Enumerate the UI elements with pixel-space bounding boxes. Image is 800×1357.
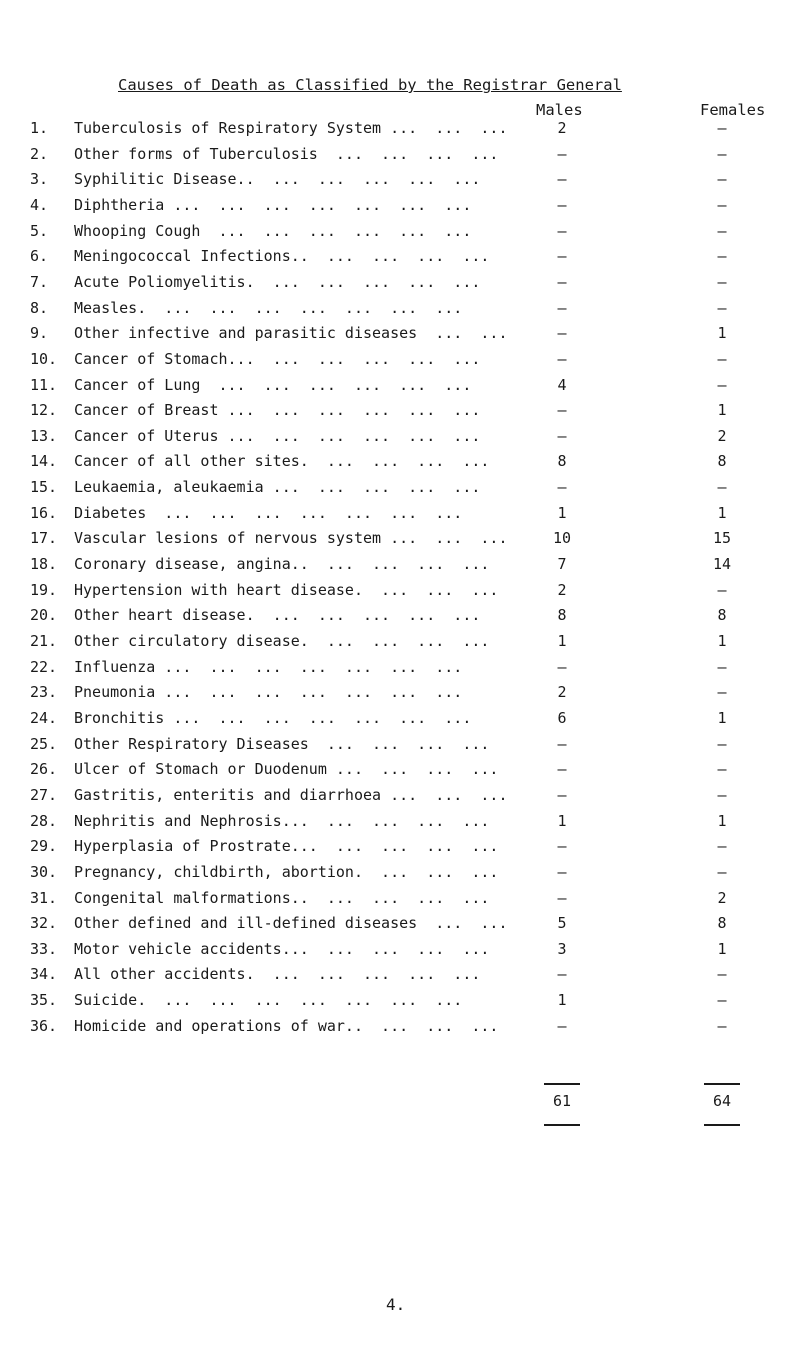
- row-number: 14.: [30, 452, 58, 471]
- row-males-count: 1: [557, 503, 567, 522]
- row-females-count: 1: [717, 401, 727, 420]
- row-males-count: 1: [557, 632, 567, 650]
- row-females-count: –: [717, 580, 727, 599]
- row-number: 2.: [30, 144, 49, 163]
- row-cause: Influenza ... ... ... ... ... ... ...: [74, 657, 463, 676]
- row-cause: Motor vehicle accidents... ... ... ... ...: [74, 939, 490, 958]
- row-cause: Measles. ... ... ... ... ... ... ...: [74, 298, 463, 317]
- row-number: 26.: [30, 760, 58, 779]
- table-row: [0, 808, 800, 834]
- table-row: [0, 654, 800, 680]
- row-cause: Congenital malformations.. ... ... ... ...: [74, 888, 490, 907]
- table-row: [0, 218, 800, 244]
- row-cause: Hypertension with heart disease. ... ... ...: [74, 580, 499, 599]
- row-number: 11.: [30, 375, 58, 394]
- table-row: [0, 910, 800, 936]
- row-males-count: 8: [557, 606, 567, 625]
- row-females-count: 1: [717, 939, 727, 958]
- row-males-count: –: [557, 221, 567, 240]
- row-females-count: –: [717, 375, 727, 394]
- row-males-count: –: [557, 170, 567, 189]
- row-cause: Other infective and parasitic diseases ... ...: [74, 324, 508, 343]
- row-males-count: –: [557, 1016, 567, 1035]
- row-females-count: 1: [717, 324, 727, 343]
- table-row: [0, 1013, 800, 1039]
- row-cause: Other Respiratory Diseases ... ... ... ...: [74, 734, 490, 753]
- row-cause: Pneumonia ... ... ... ... ... ... ...: [74, 683, 463, 702]
- row-males-count: –: [557, 478, 567, 497]
- row-number: 35.: [30, 991, 58, 1010]
- total-females: 64: [712, 1092, 732, 1110]
- row-number: 3.: [30, 170, 49, 189]
- row-cause: Homicide and operations of war.. ... ... ...: [74, 1016, 499, 1035]
- table-row: [0, 423, 800, 449]
- table-row: [0, 731, 800, 757]
- row-cause: Nephritis and Nephrosis... ... ... ... ...: [74, 811, 490, 830]
- row-females-count: –: [717, 195, 727, 214]
- row-number: 12.: [30, 401, 58, 420]
- table-row: [0, 269, 800, 295]
- row-females-count: 2: [717, 426, 727, 445]
- row-number: 5.: [30, 221, 49, 240]
- table-row: [0, 192, 800, 218]
- row-males-count: 8: [557, 452, 567, 471]
- row-females-count: –: [717, 247, 727, 266]
- row-females-count: –: [717, 862, 727, 881]
- row-males-count: 3: [557, 939, 567, 958]
- row-females-count: –: [717, 170, 727, 189]
- row-females-count: 2: [717, 888, 727, 907]
- row-males-count: –: [557, 862, 567, 881]
- row-males-count: –: [557, 426, 567, 445]
- table-row: [0, 628, 800, 654]
- row-males-count: 2: [557, 580, 567, 599]
- row-males-count: –: [557, 144, 567, 163]
- row-females-count: 8: [717, 914, 727, 933]
- row-number: 18.: [30, 555, 58, 574]
- row-males-count: –: [557, 657, 567, 676]
- row-females-count: –: [717, 965, 727, 984]
- row-females-count: –: [717, 272, 727, 291]
- total-rule-top-males: [544, 1083, 580, 1085]
- row-cause: Other forms of Tuberculosis ... ... ... ...: [74, 144, 499, 163]
- row-cause: Other circulatory disease. ... ... ... ...: [74, 632, 490, 650]
- table-row: [0, 602, 800, 628]
- row-males-count: 7: [557, 555, 567, 574]
- table-row: [0, 833, 800, 859]
- row-females-count: –: [717, 760, 727, 779]
- row-number: 13.: [30, 426, 58, 445]
- table-row: [0, 987, 800, 1013]
- row-females-count: 1: [717, 503, 727, 522]
- row-cause: Gastritis, enteritis and diarrhoea ... ... ...: [74, 785, 508, 804]
- row-cause: Pregnancy, childbirth, abortion. ... ... ...: [74, 862, 499, 881]
- row-cause: Cancer of Breast ... ... ... ... ... ...: [74, 401, 481, 420]
- row-cause: Cancer of Uterus ... ... ... ... ... ...: [74, 426, 481, 445]
- table-row: [0, 500, 800, 526]
- row-cause: Leukaemia, aleukaemia ... ... ... ... ...: [74, 478, 481, 497]
- row-males-count: 5: [557, 914, 567, 933]
- row-number: 30.: [30, 862, 58, 881]
- row-males-count: –: [557, 272, 567, 291]
- row-females-count: –: [717, 785, 727, 804]
- row-cause: Suicide. ... ... ... ... ... ... ...: [74, 991, 463, 1010]
- row-number: 32.: [30, 914, 58, 933]
- table-row: [0, 756, 800, 782]
- row-males-count: 1: [557, 991, 567, 1010]
- row-females-count: –: [717, 119, 727, 137]
- table-row: [0, 577, 800, 603]
- row-males-count: –: [557, 195, 567, 214]
- row-males-count: 10: [552, 529, 572, 548]
- table-row: [0, 474, 800, 500]
- page-title: Causes of Death as Classified by the Registrar General: [118, 76, 622, 94]
- row-cause: Coronary disease, angina.. ... ... ... ...: [74, 555, 490, 574]
- table-row: [0, 859, 800, 885]
- row-males-count: –: [557, 837, 567, 856]
- row-cause: Cancer of Stomach... ... ... ... ... ...: [74, 349, 481, 368]
- row-cause: Vascular lesions of nervous system ... ... ...: [74, 529, 508, 548]
- table-row: [0, 346, 800, 372]
- row-cause: All other accidents. ... ... ... ... ...: [74, 965, 481, 984]
- row-number: 19.: [30, 580, 58, 599]
- row-cause: Whooping Cough ... ... ... ... ... ...: [74, 221, 472, 240]
- row-cause: Bronchitis ... ... ... ... ... ... ...: [74, 708, 472, 727]
- row-number: 33.: [30, 939, 58, 958]
- row-number: 24.: [30, 708, 58, 727]
- row-males-count: 2: [557, 119, 567, 137]
- row-males-count: 4: [557, 375, 567, 394]
- row-females-count: –: [717, 349, 727, 368]
- row-males-count: –: [557, 247, 567, 266]
- row-females-count: –: [717, 144, 727, 163]
- row-males-count: –: [557, 349, 567, 368]
- total-rule-bottom-males: [544, 1124, 580, 1126]
- row-males-count: –: [557, 965, 567, 984]
- table-row: [0, 295, 800, 321]
- row-number: 10.: [30, 349, 58, 368]
- row-females-count: 8: [717, 452, 727, 471]
- row-number: 17.: [30, 529, 58, 548]
- row-number: 34.: [30, 965, 58, 984]
- row-females-count: –: [717, 657, 727, 676]
- table-row: [0, 961, 800, 987]
- row-males-count: –: [557, 734, 567, 753]
- table-row: [0, 936, 800, 962]
- row-number: 9.: [30, 324, 49, 343]
- total-rule-bottom-females: [704, 1124, 740, 1126]
- row-females-count: –: [717, 478, 727, 497]
- row-females-count: 1: [717, 708, 727, 727]
- table-row: [0, 397, 800, 423]
- table-row: [0, 551, 800, 577]
- row-cause: Cancer of Lung ... ... ... ... ... ...: [74, 375, 472, 394]
- row-number: 31.: [30, 888, 58, 907]
- row-females-count: –: [717, 221, 727, 240]
- row-females-count: 14: [712, 555, 732, 574]
- row-number: 8.: [30, 298, 49, 317]
- total-males: 61: [552, 1092, 572, 1110]
- table-row: [0, 243, 800, 269]
- table-row: [0, 320, 800, 346]
- row-males-count: –: [557, 401, 567, 420]
- row-number: 36.: [30, 1016, 58, 1035]
- row-males-count: –: [557, 298, 567, 317]
- row-number: 21.: [30, 632, 58, 650]
- row-number: 28.: [30, 811, 58, 830]
- row-number: 15.: [30, 478, 58, 497]
- row-males-count: 2: [557, 683, 567, 702]
- row-cause: Hyperplasia of Prostrate... ... ... ... ...: [74, 837, 499, 856]
- row-number: 29.: [30, 837, 58, 856]
- table-row: [0, 679, 800, 705]
- row-number: 25.: [30, 734, 58, 753]
- row-females-count: –: [717, 683, 727, 702]
- row-females-count: –: [717, 991, 727, 1010]
- row-cause: Syphilitic Disease.. ... ... ... ... ...: [74, 170, 481, 189]
- row-number: 1.: [30, 119, 49, 137]
- row-females-count: 1: [717, 811, 727, 830]
- row-females-count: –: [717, 298, 727, 317]
- row-cause: Ulcer of Stomach or Duodenum ... ... ... ...: [74, 760, 499, 779]
- total-rule-top-females: [704, 1083, 740, 1085]
- row-number: 27.: [30, 785, 58, 804]
- row-cause: Acute Poliomyelitis. ... ... ... ... ...: [74, 272, 481, 291]
- table-row: [0, 141, 800, 167]
- row-number: 16.: [30, 503, 58, 522]
- row-number: 22.: [30, 657, 58, 676]
- row-males-count: 6: [557, 708, 567, 727]
- row-cause: Other heart disease. ... ... ... ... ...: [74, 606, 481, 625]
- row-cause: Diabetes ... ... ... ... ... ... ...: [74, 503, 463, 522]
- table-row: [0, 705, 800, 731]
- row-cause: Other defined and ill-defined diseases ... ...: [74, 914, 508, 933]
- page-number: 4.: [386, 1295, 406, 1314]
- row-females-count: 15: [712, 529, 732, 548]
- row-number: 4.: [30, 195, 49, 214]
- table-row: [0, 885, 800, 911]
- row-females-count: –: [717, 734, 727, 753]
- row-males-count: –: [557, 888, 567, 907]
- row-females-count: –: [717, 1016, 727, 1035]
- row-number: 7.: [30, 272, 49, 291]
- row-females-count: 1: [717, 632, 727, 650]
- row-cause: Diphtheria ... ... ... ... ... ... ...: [74, 195, 472, 214]
- row-cause: Meningococcal Infections.. ... ... ... ...: [74, 247, 490, 266]
- table-row: [0, 115, 800, 141]
- row-females-count: –: [717, 837, 727, 856]
- row-cause: Tuberculosis of Respiratory System ... ... ...: [74, 119, 508, 137]
- column-header-females: Females: [700, 101, 766, 119]
- row-number: 20.: [30, 606, 58, 625]
- row-males-count: –: [557, 324, 567, 343]
- row-males-count: 1: [557, 811, 567, 830]
- row-number: 6.: [30, 247, 49, 266]
- table-row: [0, 448, 800, 474]
- row-males-count: –: [557, 760, 567, 779]
- column-header-males: Males: [536, 101, 583, 119]
- table-row: [0, 782, 800, 808]
- row-females-count: 8: [717, 606, 727, 625]
- table-row: [0, 166, 800, 192]
- row-males-count: –: [557, 785, 567, 804]
- row-cause: Cancer of all other sites. ... ... ... ...: [74, 452, 490, 471]
- table-row: [0, 525, 800, 551]
- table-row: [0, 372, 800, 398]
- row-number: 23.: [30, 683, 58, 702]
